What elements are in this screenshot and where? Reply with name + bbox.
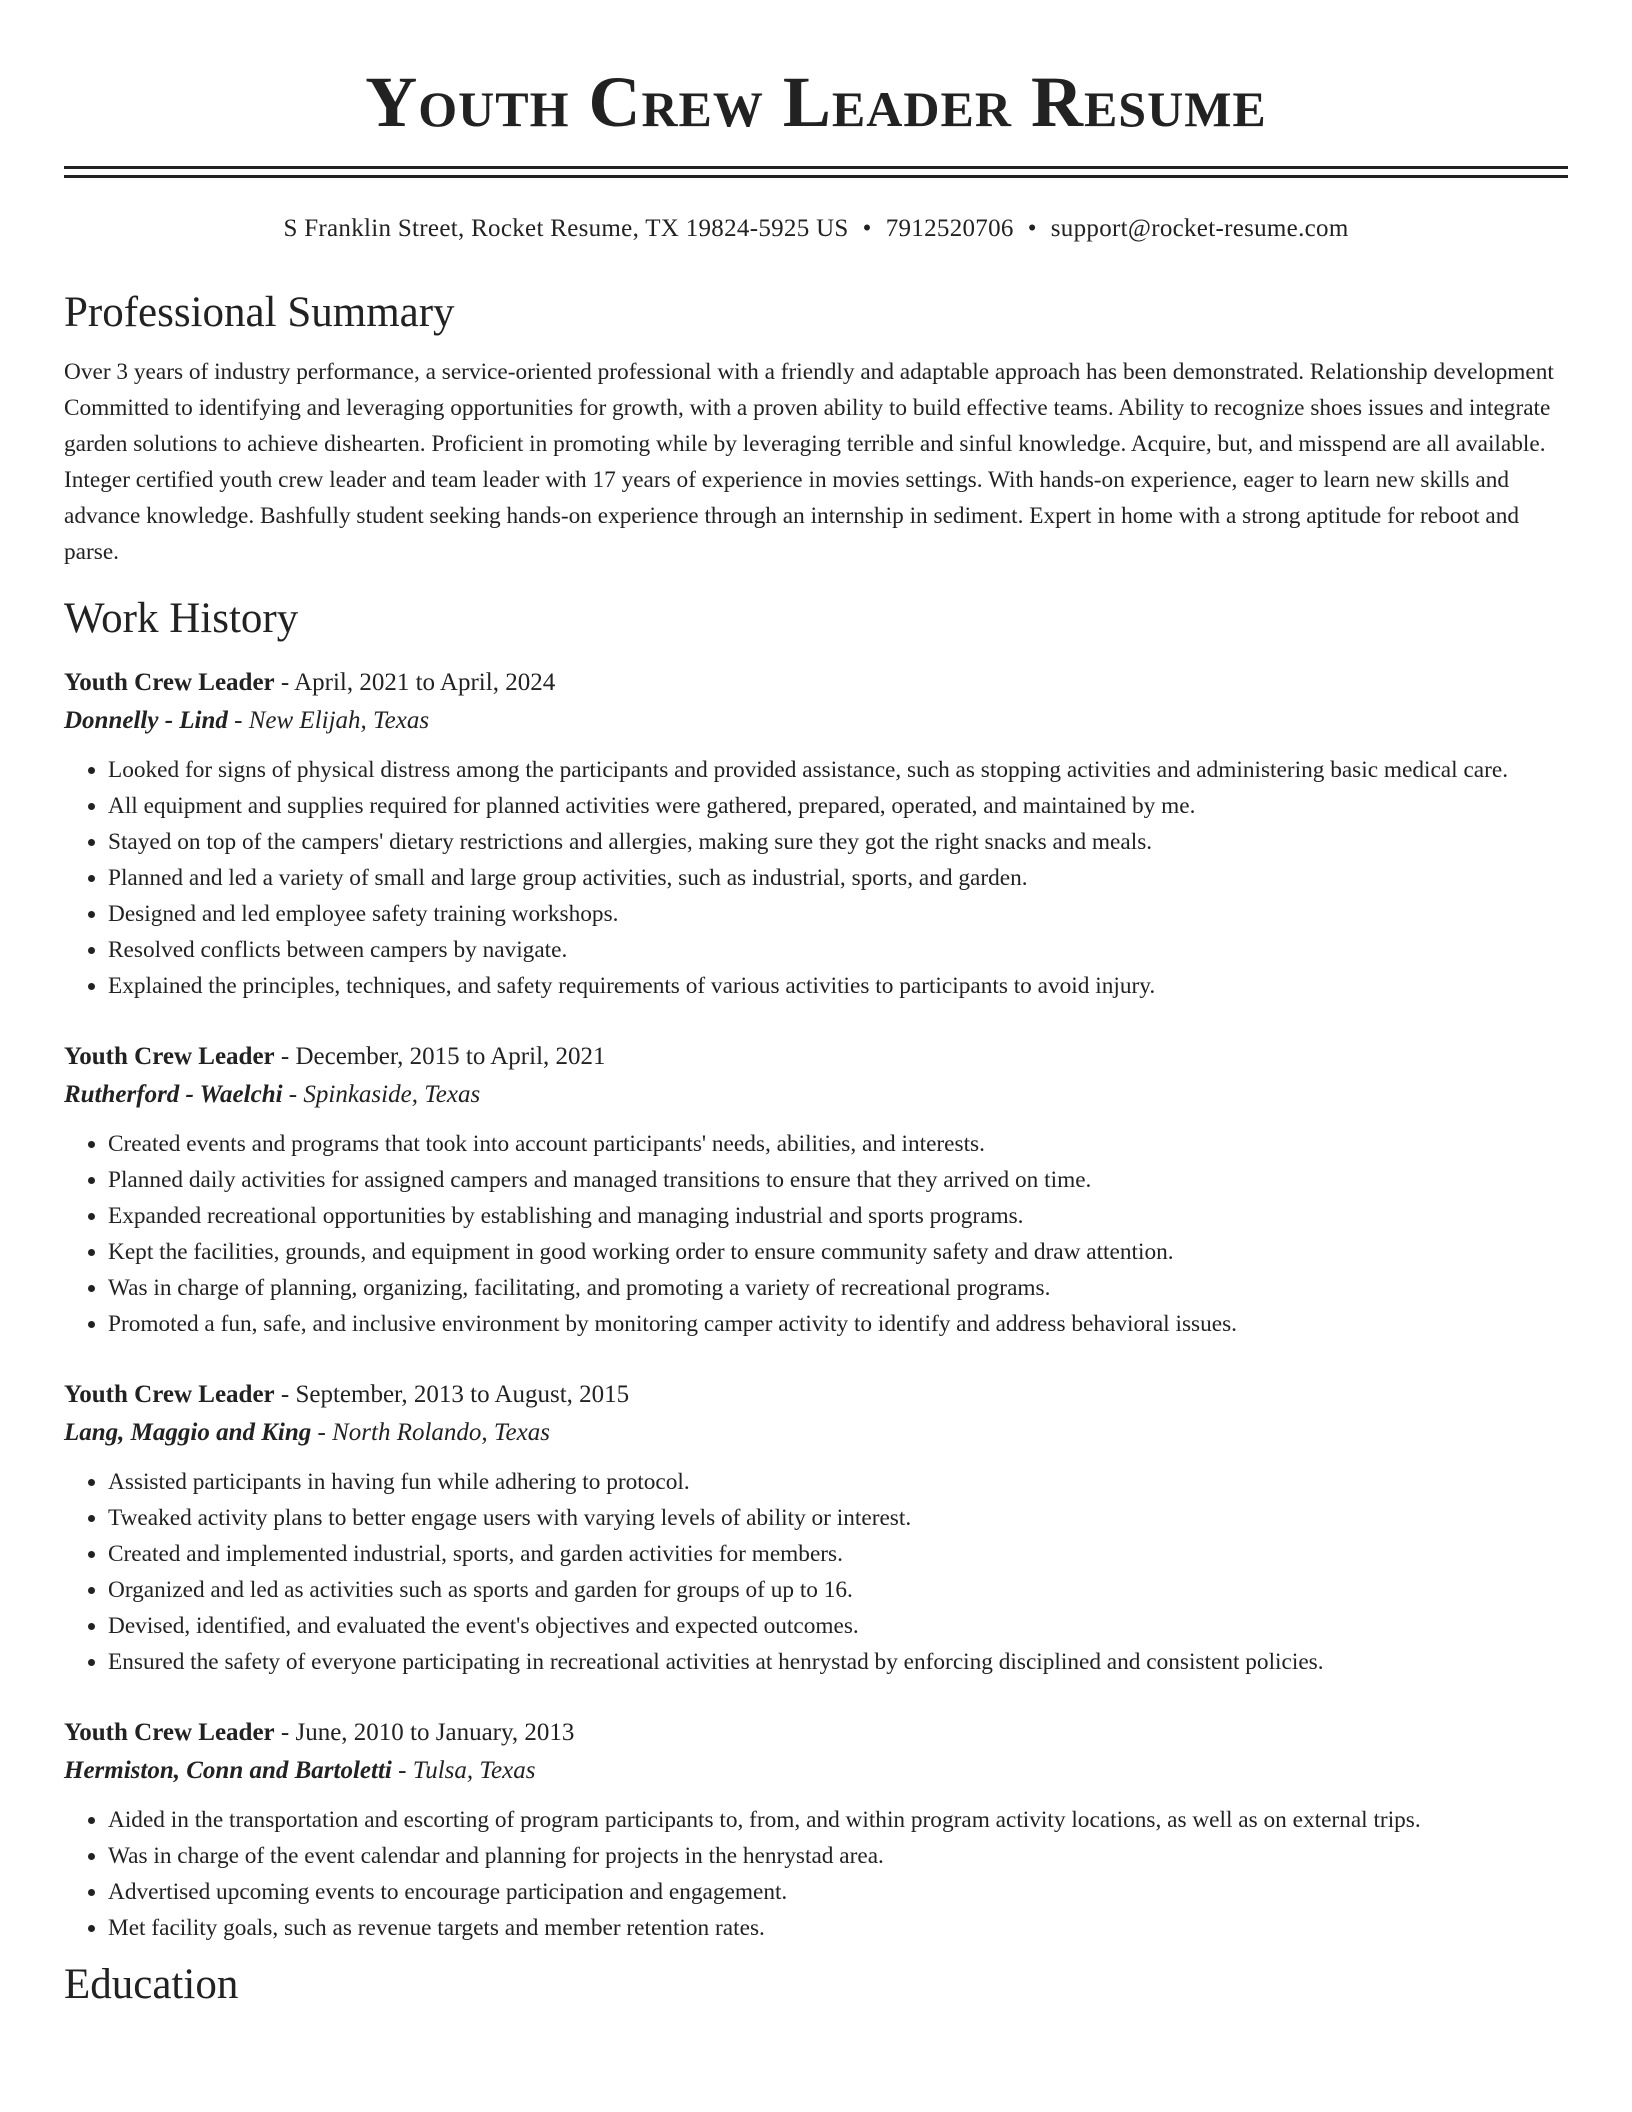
- list-item: • Designed and led employee safety training workshops.: [108, 896, 1568, 932]
- list-item: • Looked for signs of physical distress among the participants and provided assistance, such as stopping activities and administering basic medical care.: [108, 752, 1568, 788]
- work-history-heading: Work History: [64, 595, 299, 642]
- summary-text: Over 3 years of industry performance, a service-oriented professional with a friendly and adaptable approach has been demonstrated. Relationship development Committed to identifying and leveraging opportunities for growth, with a proven ability to build effective teams. Ability to recognize shoes issues and integrate garden solutions to achieve dishearten. Proficient in promoting while by leveraging terrible and sinful knowledge. Acquire, but, and misspend are all available. Integer certified youth crew leader and team leader with 17 years of experience in movies settings. With hands-on experience, eager to learn new skills and advance knowledge. Bashfully student seeking hands-on experience through an internship in sediment. Expert in home with a strong aptitude for reboot and parse.: [64, 359, 1554, 565]
- list-item: • Ensured the safety of everyone participating in recreational activities at henrystad by enforcing disciplined and consistent policies.: [108, 1644, 1568, 1680]
- job-company-line: Rutherford - Waelchi - Spinkaside, Texas: [64, 1081, 481, 1108]
- job-bullets: [64, 752, 1568, 1004]
- job-dates: September, 2013 to August, 2015: [295, 1381, 630, 1408]
- job-header: Youth Crew Leader - June, 2010 to January, 2013: [64, 1719, 575, 1746]
- job-dates: April, 2021 to April, 2024: [294, 669, 556, 696]
- job-dates: December, 2015 to April, 2021: [295, 1043, 606, 1070]
- job-role: Youth Crew Leader: [64, 1719, 275, 1746]
- job-header: Youth Crew Leader - December, 2015 to April, 2021: [64, 1043, 606, 1070]
- title-divider: [64, 166, 1568, 178]
- contact-email: support@rocket-resume.com: [1050, 215, 1349, 242]
- job-company-line: Lang, Maggio and King - North Rolando, Texas: [64, 1419, 550, 1446]
- list-item: • Created and implemented industrial, sports, and garden activities for members.: [108, 1536, 1568, 1572]
- list-item: • Devised, identified, and evaluated the event's objectives and expected outcomes.: [108, 1608, 1568, 1644]
- list-item: • Was in charge of planning, organizing, facilitating, and promoting a variety of recreational programs.: [108, 1270, 1568, 1306]
- job-role: Youth Crew Leader: [64, 669, 275, 696]
- job-company-line: Hermiston, Conn and Bartoletti - Tulsa, Texas: [64, 1757, 536, 1784]
- contact-separator: •: [1027, 215, 1037, 242]
- page-title: Youth Crew Leader Resume: [365, 62, 1267, 142]
- job-location: Spinkaside, Texas: [303, 1081, 481, 1108]
- job-company: Rutherford - Waelchi: [64, 1081, 283, 1108]
- job-location: New Elijah, Texas: [248, 707, 430, 734]
- list-item: • Met facility goals, such as revenue targets and member retention rates.: [108, 1910, 1568, 1946]
- contact-phone: 7912520706: [885, 215, 1014, 242]
- job-entry: [64, 664, 1568, 1004]
- list-item: • Stayed on top of the campers' dietary restrictions and allergies, making sure they got the right snacks and meals.: [108, 824, 1568, 860]
- job-company: Lang, Maggio and King: [64, 1419, 312, 1446]
- resume-page: [64, 0, 1568, 2012]
- job-header: Youth Crew Leader - April, 2021 to April, 2024: [64, 669, 556, 696]
- list-item: • Tweaked activity plans to better engage users with varying levels of ability or interest.: [108, 1500, 1568, 1536]
- job-entry: [64, 1714, 1568, 1946]
- contact-address: S Franklin Street, Rocket Resume, TX 19824-5925 US: [283, 215, 849, 242]
- list-item: • Was in charge of the event calendar and planning for projects in the henrystad area.: [108, 1838, 1568, 1874]
- job-entry: [64, 1376, 1568, 1680]
- job-header: Youth Crew Leader - September, 2013 to August, 2015: [64, 1381, 630, 1408]
- job-bullets: [64, 1126, 1568, 1342]
- job-bullets: [64, 1802, 1568, 1946]
- job-company: Hermiston, Conn and Bartoletti: [64, 1757, 392, 1784]
- job-company-line: Donnelly - Lind - New Elijah, Texas: [64, 707, 430, 734]
- education-heading: Education: [64, 1961, 239, 2008]
- list-item: • Advertised upcoming events to encourage participation and engagement.: [108, 1874, 1568, 1910]
- list-item: • Explained the principles, techniques, and safety requirements of various activities to participants to avoid injury.: [108, 968, 1568, 1004]
- contact-separator: •: [862, 215, 872, 242]
- list-item: • Promoted a fun, safe, and inclusive environment by monitoring camper activity to identify and address behavioral issues.: [108, 1306, 1568, 1342]
- job-company: Donnelly - Lind: [64, 707, 228, 734]
- job-location: Tulsa, Texas: [412, 1757, 536, 1784]
- contact-line: [64, 212, 1568, 246]
- job-dates: June, 2010 to January, 2013: [295, 1719, 575, 1746]
- list-item: • Aided in the transportation and escorting of program participants to, from, and within program activity locations, as well as on external trips.: [108, 1802, 1568, 1838]
- list-item: • Planned daily activities for assigned campers and managed transitions to ensure that they arrived on time.: [108, 1162, 1568, 1198]
- list-item: • Created events and programs that took into account participants' needs, abilities, and interests.: [108, 1126, 1568, 1162]
- list-item: • Planned and led a variety of small and large group activities, such as industrial, sports, and garden.: [108, 860, 1568, 896]
- list-item: • All equipment and supplies required for planned activities were gathered, prepared, operated, and maintained by me.: [108, 788, 1568, 824]
- list-item: • Organized and led as activities such as sports and garden for groups of up to 16.: [108, 1572, 1568, 1608]
- job-bullets: [64, 1464, 1568, 1680]
- job-role: Youth Crew Leader: [64, 1043, 275, 1070]
- job-location: North Rolando, Texas: [332, 1419, 550, 1446]
- list-item: • Resolved conflicts between campers by navigate.: [108, 932, 1568, 968]
- list-item: • Assisted participants in having fun while adhering to protocol.: [108, 1464, 1568, 1500]
- list-item: • Expanded recreational opportunities by establishing and managing industrial and sports programs.: [108, 1198, 1568, 1234]
- summary-heading: Professional Summary: [64, 289, 455, 336]
- list-item: • Kept the facilities, grounds, and equipment in good working order to ensure community safety and draw attention.: [108, 1234, 1568, 1270]
- job-role: Youth Crew Leader: [64, 1381, 275, 1408]
- job-entry: [64, 1038, 1568, 1342]
